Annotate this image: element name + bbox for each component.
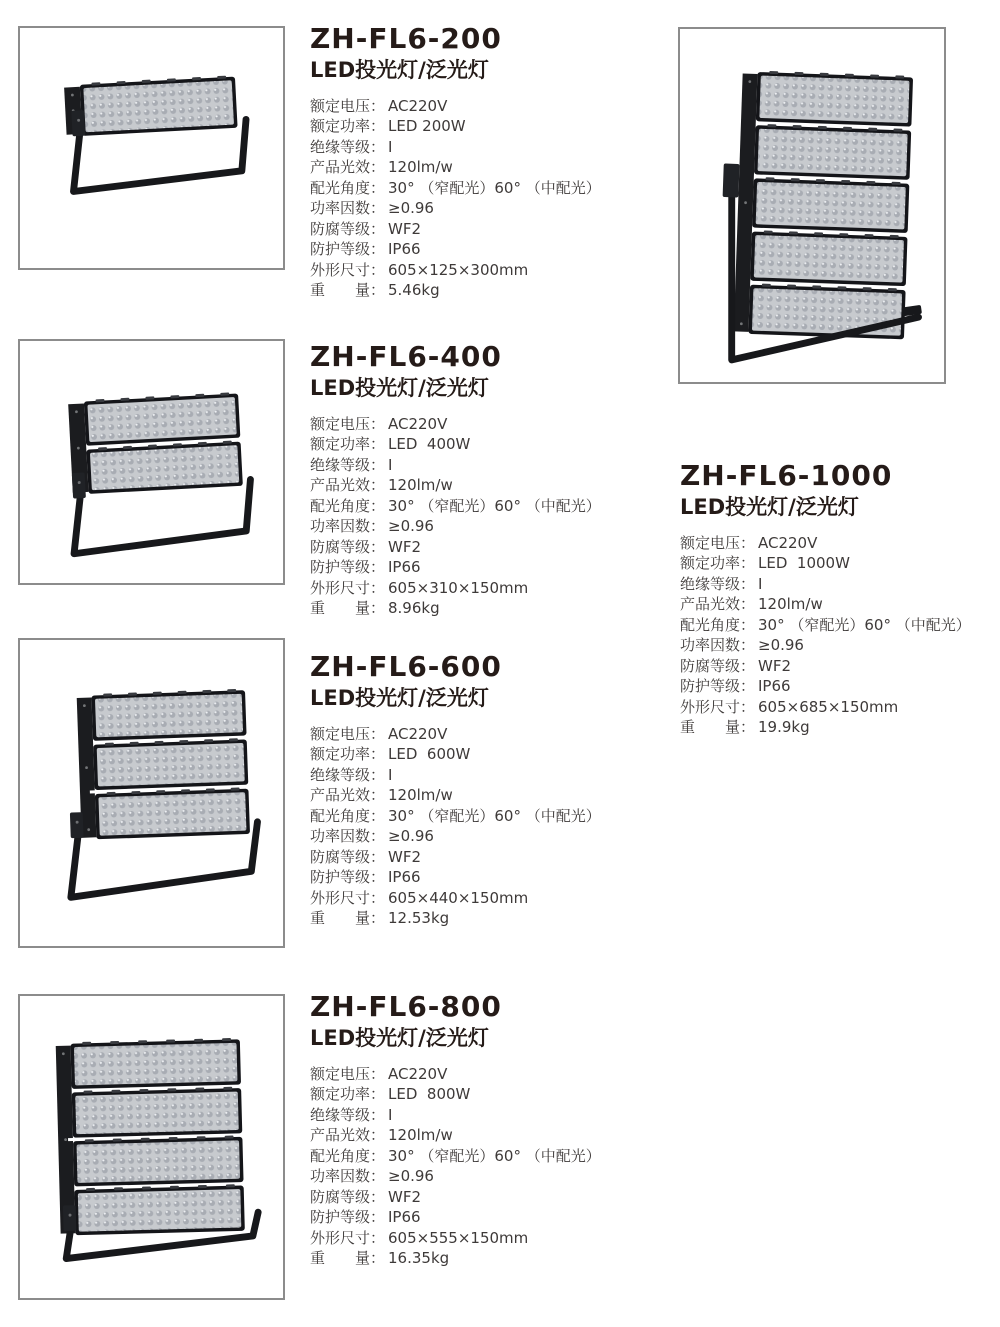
spec-value: 19.9kg <box>758 718 810 737</box>
spec-value: 30° （窄配光）60° （中配光） <box>388 806 601 825</box>
spec-label: 绝缘等级： <box>310 137 386 156</box>
spec-value: IP66 <box>758 677 791 696</box>
spec-label: 重 量： <box>310 1249 386 1268</box>
floodlight-image-zh-fl6-800 <box>20 996 283 1298</box>
spec-row <box>310 1228 640 1249</box>
spec-row <box>310 724 640 745</box>
spec-list <box>680 533 1000 738</box>
spec-value: ≥0.96 <box>758 636 804 655</box>
spec-value: 605×125×300mm <box>388 260 529 279</box>
spec-row <box>310 847 640 868</box>
spec-label: 外形尺寸： <box>310 1228 386 1247</box>
spec-label: 防护等级： <box>310 1208 386 1227</box>
spec-row <box>310 260 640 281</box>
product-info <box>310 342 640 619</box>
spec-row <box>310 1248 640 1269</box>
spec-value: 16.35kg <box>388 1249 450 1268</box>
spec-label: 外形尺寸： <box>310 888 386 907</box>
spec-row <box>310 1166 640 1187</box>
spec-label: 绝缘等级： <box>680 574 756 593</box>
spec-row <box>680 574 1000 595</box>
spec-row <box>310 198 640 219</box>
spec-value: WF2 <box>388 847 422 866</box>
product-subtitle: LED投光灯/泛光灯 <box>310 57 489 82</box>
spec-value: IP66 <box>388 558 421 577</box>
spec-row <box>310 116 640 137</box>
spec-value: 8.96kg <box>388 599 440 618</box>
spec-row <box>310 908 640 929</box>
spec-row <box>680 697 1000 718</box>
product-image-box <box>678 27 946 384</box>
spec-row <box>310 744 640 765</box>
spec-label: 额定功率： <box>680 554 756 573</box>
product-info <box>310 992 640 1269</box>
product-model: ZH-FL6-600 <box>310 650 502 683</box>
spec-row <box>310 414 640 435</box>
spec-value: LED 600W <box>388 745 471 764</box>
spec-label: 防腐等级： <box>310 1187 386 1206</box>
spec-label: 额定电压： <box>310 1064 386 1083</box>
product-subtitle: LED投光灯/泛光灯 <box>310 685 489 710</box>
product-model: ZH-FL6-200 <box>310 22 502 55</box>
spec-value: AC220V <box>758 533 818 552</box>
spec-label: 功率因数： <box>310 199 386 218</box>
spec-row <box>680 717 1000 738</box>
spec-row <box>310 1084 640 1105</box>
spec-label: 防护等级： <box>310 558 386 577</box>
spec-label: 产品光效： <box>310 786 386 805</box>
spec-value: LED 200W <box>388 117 466 136</box>
spec-row <box>310 785 640 806</box>
spec-label: 功率因数： <box>680 636 756 655</box>
spec-row <box>310 1064 640 1085</box>
spec-row <box>310 1207 640 1228</box>
spec-label: 额定电压： <box>310 724 386 743</box>
product-image-box <box>18 339 285 585</box>
spec-row <box>310 598 640 619</box>
spec-row <box>680 594 1000 615</box>
spec-label: 配光角度： <box>310 806 386 825</box>
spec-label: 功率因数： <box>310 517 386 536</box>
spec-row <box>310 537 640 558</box>
spec-value: IP66 <box>388 240 421 259</box>
spec-label: 产品光效： <box>680 595 756 614</box>
spec-row <box>310 178 640 199</box>
spec-row <box>310 434 640 455</box>
spec-row <box>310 888 640 909</box>
product-info <box>310 652 640 929</box>
spec-row <box>310 219 640 240</box>
spec-value: I <box>388 455 393 474</box>
spec-label: 防护等级： <box>680 677 756 696</box>
spec-label: 额定功率： <box>310 435 386 454</box>
spec-value: AC220V <box>388 724 448 743</box>
spec-value: AC220V <box>388 1064 448 1083</box>
spec-value: 120lm/w <box>388 786 453 805</box>
spec-row <box>310 280 640 301</box>
spec-label: 配光角度： <box>310 178 386 197</box>
floodlight-image-zh-fl6-200 <box>20 28 283 268</box>
spec-label: 绝缘等级： <box>310 1105 386 1124</box>
spec-row <box>310 137 640 158</box>
spec-value: 120lm/w <box>388 1126 453 1145</box>
spec-value: LED 400W <box>388 435 471 454</box>
spec-label: 外形尺寸： <box>310 578 386 597</box>
spec-row <box>310 557 640 578</box>
spec-row <box>680 615 1000 636</box>
spec-label: 绝缘等级： <box>310 765 386 784</box>
spec-value: ≥0.96 <box>388 199 434 218</box>
spec-value: 605×440×150mm <box>388 888 529 907</box>
spec-value: 30° （窄配光）60° （中配光） <box>758 615 971 634</box>
spec-value: 5.46kg <box>388 281 440 300</box>
spec-row <box>310 867 640 888</box>
spec-value: I <box>758 574 763 593</box>
spec-label: 额定功率： <box>310 745 386 764</box>
spec-label: 外形尺寸： <box>310 260 386 279</box>
spec-value: 605×685×150mm <box>758 697 899 716</box>
spec-label: 防腐等级： <box>310 847 386 866</box>
spec-row <box>310 516 640 537</box>
spec-value: 120lm/w <box>758 595 823 614</box>
spec-label: 配光角度： <box>680 615 756 634</box>
spec-label: 额定电压： <box>680 533 756 552</box>
spec-list <box>310 414 640 619</box>
spec-value: AC220V <box>388 414 448 433</box>
spec-value: LED 1000W <box>758 554 850 573</box>
spec-label: 额定功率： <box>310 1085 386 1104</box>
product-subtitle: LED投光灯/泛光灯 <box>310 1025 489 1050</box>
spec-label: 功率因数： <box>310 1167 386 1186</box>
spec-label: 功率因数： <box>310 827 386 846</box>
spec-label: 产品光效： <box>310 1126 386 1145</box>
product-subtitle: LED投光灯/泛光灯 <box>680 494 859 519</box>
spec-value: ≥0.96 <box>388 517 434 536</box>
spec-value: 605×555×150mm <box>388 1228 529 1247</box>
spec-value: 12.53kg <box>388 909 450 928</box>
spec-row <box>680 635 1000 656</box>
spec-label: 产品光效： <box>310 476 386 495</box>
spec-value: ≥0.96 <box>388 1167 434 1186</box>
spec-label: 防腐等级： <box>310 219 386 238</box>
spec-row <box>310 578 640 599</box>
spec-value: LED 800W <box>388 1085 471 1104</box>
spec-row <box>310 496 640 517</box>
spec-value: I <box>388 765 393 784</box>
spec-row <box>310 1146 640 1167</box>
spec-value: WF2 <box>388 537 422 556</box>
spec-value: IP66 <box>388 868 421 887</box>
product-image-box <box>18 26 285 270</box>
spec-label: 防护等级： <box>310 240 386 259</box>
floodlight-image-zh-fl6-400 <box>20 341 283 583</box>
spec-label: 额定电压： <box>310 414 386 433</box>
product-subtitle: LED投光灯/泛光灯 <box>310 375 489 400</box>
spec-label: 重 量： <box>310 909 386 928</box>
spec-value: I <box>388 137 393 156</box>
spec-list <box>310 724 640 929</box>
spec-row <box>310 765 640 786</box>
floodlight-image-zh-fl6-600 <box>20 640 283 946</box>
spec-value: 30° （窄配光）60° （中配光） <box>388 496 601 515</box>
product-info <box>680 461 1000 738</box>
spec-list <box>310 96 640 301</box>
spec-row <box>310 475 640 496</box>
spec-value: AC220V <box>388 96 448 115</box>
spec-row <box>680 533 1000 554</box>
spec-value: 605×310×150mm <box>388 578 529 597</box>
spec-label: 配光角度： <box>310 496 386 515</box>
product-model: ZH-FL6-400 <box>310 340 502 373</box>
spec-label: 防腐等级： <box>680 656 756 675</box>
spec-row <box>680 656 1000 677</box>
spec-label: 重 量： <box>680 718 756 737</box>
spec-row <box>310 826 640 847</box>
spec-label: 额定功率： <box>310 117 386 136</box>
spec-value: WF2 <box>758 656 792 675</box>
product-info <box>310 24 640 301</box>
product-image-box <box>18 994 285 1300</box>
spec-row <box>310 806 640 827</box>
spec-row <box>310 96 640 117</box>
spec-value: 120lm/w <box>388 158 453 177</box>
product-model: ZH-FL6-1000 <box>680 459 893 492</box>
spec-label: 重 量： <box>310 281 386 300</box>
spec-value: I <box>388 1105 393 1124</box>
spec-row <box>310 157 640 178</box>
spec-value: WF2 <box>388 219 422 238</box>
spec-row <box>310 1105 640 1126</box>
spec-list <box>310 1064 640 1269</box>
spec-row <box>310 1125 640 1146</box>
spec-row <box>310 239 640 260</box>
product-image-box <box>18 638 285 948</box>
spec-label: 防腐等级： <box>310 537 386 556</box>
spec-value: 30° （窄配光）60° （中配光） <box>388 178 601 197</box>
spec-value: ≥0.96 <box>388 827 434 846</box>
spec-label: 额定电压： <box>310 96 386 115</box>
spec-value: IP66 <box>388 1208 421 1227</box>
spec-label: 配光角度： <box>310 1146 386 1165</box>
product-model: ZH-FL6-800 <box>310 990 502 1023</box>
spec-label: 防护等级： <box>310 868 386 887</box>
spec-value: 120lm/w <box>388 476 453 495</box>
spec-row <box>680 676 1000 697</box>
spec-row <box>680 553 1000 574</box>
spec-value: WF2 <box>388 1187 422 1206</box>
floodlight-image-zh-fl6-1000 <box>680 29 944 382</box>
spec-label: 重 量： <box>310 599 386 618</box>
spec-row <box>310 1187 640 1208</box>
spec-value: 30° （窄配光）60° （中配光） <box>388 1146 601 1165</box>
spec-row <box>310 455 640 476</box>
spec-label: 绝缘等级： <box>310 455 386 474</box>
spec-label: 外形尺寸： <box>680 697 756 716</box>
spec-label: 产品光效： <box>310 158 386 177</box>
